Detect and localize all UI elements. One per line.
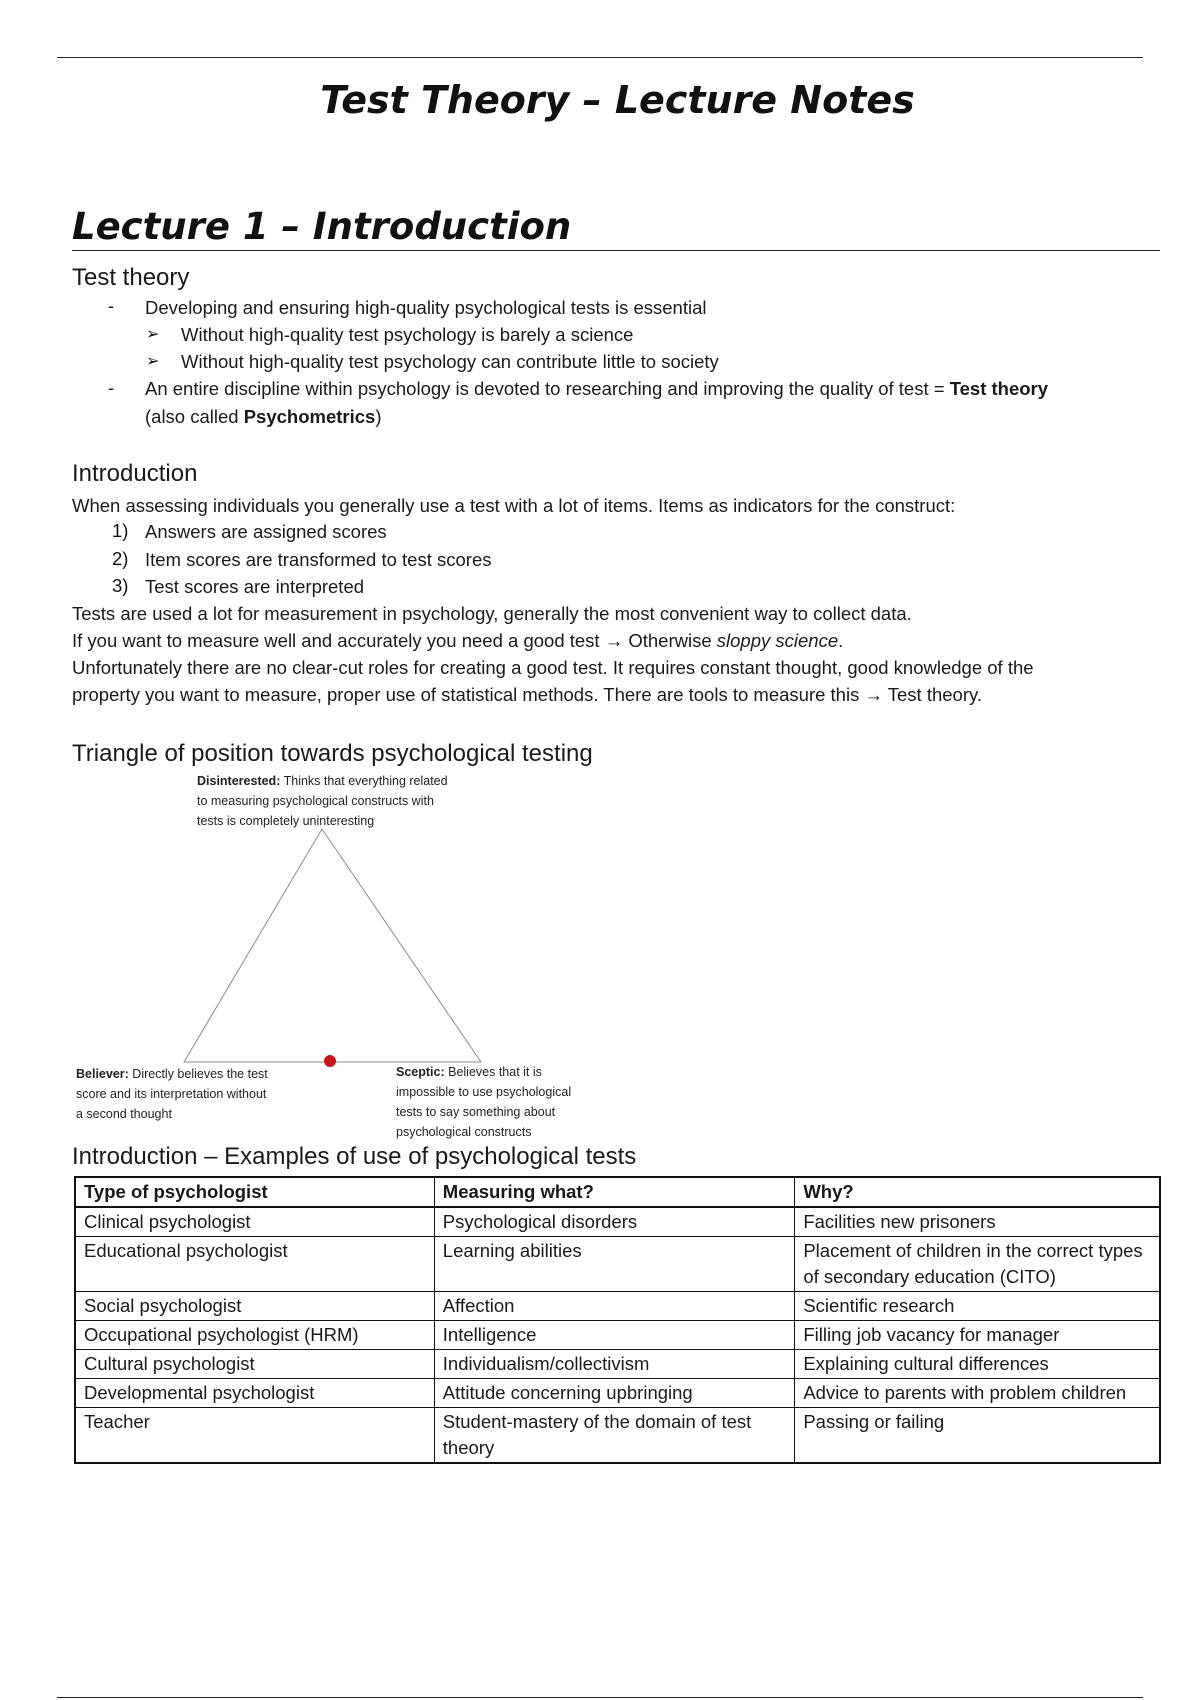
table-cell: Educational psychologist bbox=[75, 1237, 434, 1292]
bullet-text-part: ) bbox=[375, 406, 382, 427]
label-line bbox=[76, 1064, 268, 1084]
table-cell: Social psychologist bbox=[75, 1292, 434, 1321]
bullet-text-part: (also called bbox=[145, 406, 244, 427]
table-row bbox=[75, 1292, 1160, 1321]
list-item: Item scores are transformed to test scores bbox=[145, 549, 492, 570]
table-cell: Developmental psychologist bbox=[75, 1379, 434, 1408]
bold-term: Psychometrics bbox=[243, 406, 376, 427]
bottom-rule bbox=[57, 1697, 1143, 1698]
column-header: Why? bbox=[795, 1177, 1160, 1207]
label-line: impossible to use psychological bbox=[396, 1085, 572, 1099]
text-part: If you want to measure well and accurately you need a good test → Otherwise bbox=[72, 630, 717, 651]
table-cell: Teacher bbox=[75, 1408, 434, 1464]
list-item: Test scores are interpreted bbox=[145, 576, 365, 597]
table-cell: Attitude concerning upbringing bbox=[434, 1379, 795, 1408]
list-item: Answers are assigned scores bbox=[145, 521, 387, 542]
section-heading-introduction: Introduction bbox=[72, 460, 198, 487]
table-cell: Advice to parents with problem children bbox=[795, 1379, 1160, 1408]
table-cell: Occupational psychologist (HRM) bbox=[75, 1321, 434, 1350]
lecture-heading: Lecture 1 – Introduction bbox=[72, 204, 1160, 251]
label-bold: Disinterested: bbox=[197, 774, 281, 788]
label-text: Thinks that everything related bbox=[280, 774, 448, 788]
table-row bbox=[75, 1321, 1160, 1350]
table-cell: Intelligence bbox=[434, 1321, 795, 1350]
table-cell: Explaining cultural differences bbox=[795, 1350, 1160, 1379]
table-cell: Scientific research bbox=[795, 1292, 1160, 1321]
examples-table bbox=[74, 1176, 1161, 1464]
label-bold: Believer: bbox=[76, 1067, 129, 1081]
label-text: Directly believes the test bbox=[128, 1067, 268, 1081]
table-cell: Clinical psychologist bbox=[75, 1207, 434, 1237]
label-line: psychological constructs bbox=[396, 1125, 532, 1139]
table-cell: Placement of children in the correct types of secondary education (CITO) bbox=[795, 1237, 1160, 1292]
table-cell: Individualism/collectivism bbox=[434, 1350, 795, 1379]
section-heading-test-theory: Test theory bbox=[72, 264, 190, 291]
bold-term: Test theory bbox=[949, 378, 1049, 399]
table-row bbox=[75, 1237, 1160, 1292]
table-row bbox=[75, 1207, 1160, 1237]
label-line: tests to say something about bbox=[396, 1105, 556, 1119]
sceptic-label bbox=[396, 1062, 571, 1142]
sub-bullet-text: Without high-quality test psychology is barely a science bbox=[181, 324, 634, 345]
label-text: Believes that it is bbox=[444, 1065, 542, 1079]
label-line: to measuring psychological constructs with bbox=[197, 794, 434, 808]
italic-term: sloppy science bbox=[716, 630, 839, 651]
table-cell: Learning abilities bbox=[434, 1237, 795, 1292]
paragraph-line: Unfortunately there are no clear-cut roles for creating a good test. It requires constant thought, good knowledge of the bbox=[72, 657, 1034, 678]
text-part: . bbox=[838, 630, 844, 651]
table-cell: Passing or failing bbox=[795, 1408, 1160, 1464]
document-title: Test Theory – Lecture Notes bbox=[320, 78, 915, 122]
table-cell: Cultural psychologist bbox=[75, 1350, 434, 1379]
table-cell: Facilities new prisoners bbox=[795, 1207, 1160, 1237]
label-bold: Sceptic: bbox=[396, 1065, 445, 1079]
bullet-text-part: An entire discipline within psychology is devoted to researching and improving the quality of test = bbox=[145, 378, 950, 399]
table-row bbox=[75, 1379, 1160, 1408]
table-cell: Psychological disorders bbox=[434, 1207, 795, 1237]
paragraph-line: Tests are used a lot for measurement in psychology, generally the most convenient way to collect data. bbox=[72, 603, 912, 624]
table-cell: Affection bbox=[434, 1292, 795, 1321]
sub-bullet-text: Without high-quality test psychology can contribute little to society bbox=[181, 351, 719, 372]
believer-label bbox=[76, 1064, 268, 1124]
column-header: Measuring what? bbox=[434, 1177, 795, 1207]
intro-paragraph: When assessing individuals you generally use a test with a lot of items. Items as indicators for the construct: bbox=[72, 495, 956, 516]
arrow-bullet-icon: ➢ bbox=[146, 353, 160, 370]
label-line: tests is completely uninteresting bbox=[197, 814, 375, 828]
triangle-shape bbox=[184, 829, 481, 1062]
bullet-text: Developing and ensuring high-quality psychological tests is essential bbox=[145, 297, 707, 318]
label-line: score and its interpretation without bbox=[76, 1087, 267, 1101]
table-cell: Filling job vacancy for manager bbox=[795, 1321, 1160, 1350]
section-heading-examples: Introduction – Examples of use of psychological tests bbox=[72, 1143, 637, 1170]
position-marker-dot bbox=[324, 1055, 336, 1067]
arrow-bullet-icon: ➢ bbox=[146, 326, 160, 343]
list-number: 3) bbox=[112, 575, 129, 596]
dash-bullet: - bbox=[108, 296, 114, 316]
paragraph-line: property you want to measure, proper use of statistical methods. There are tools to measure this → Test theory. bbox=[72, 684, 983, 705]
column-header: Type of psychologist bbox=[75, 1177, 434, 1207]
section-heading-triangle: Triangle of position towards psychological testing bbox=[72, 740, 593, 767]
dash-bullet: - bbox=[108, 378, 114, 398]
label-line bbox=[396, 1062, 571, 1082]
table-header-row bbox=[75, 1177, 1160, 1207]
table-row bbox=[75, 1350, 1160, 1379]
list-number: 1) bbox=[112, 520, 129, 541]
table-row bbox=[75, 1408, 1160, 1464]
table-cell: Student-mastery of the domain of test theory bbox=[434, 1408, 795, 1464]
list-number: 2) bbox=[112, 548, 129, 569]
label-line: a second thought bbox=[76, 1107, 172, 1121]
